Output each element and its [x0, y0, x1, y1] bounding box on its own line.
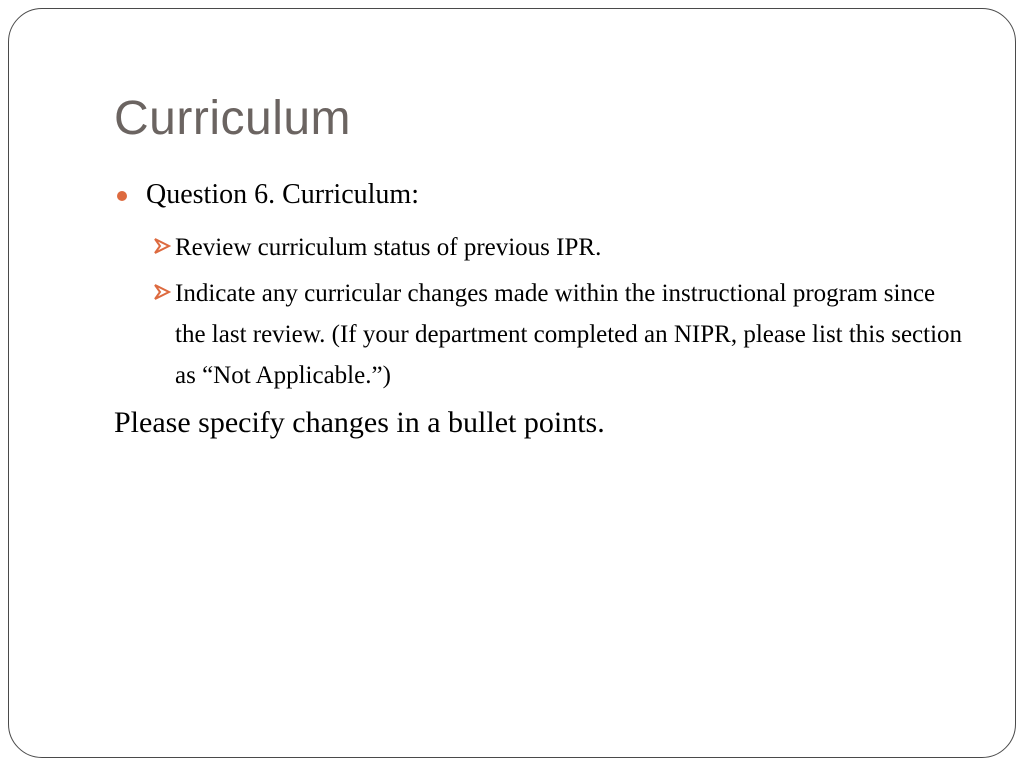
sub-bullet-changes: Indicate any curricular changes made within the instructional program since the last review. (If your department completed an NIPR, please list this section as “Not Applicable.”) — [175, 280, 963, 389]
slide-frame — [8, 8, 1016, 758]
instruction-note: Please specify changes in a bullet points. — [114, 406, 605, 439]
arrow-bullet-icon — [153, 283, 171, 301]
arrow-bullet-icon — [153, 237, 171, 255]
dot-bullet-icon — [117, 191, 127, 201]
slide-title: Curriculum — [114, 92, 352, 145]
sub-bullet-review: Review curriculum status of previous IPR. — [175, 234, 602, 261]
bullet-question-6: Question 6. Curriculum: — [146, 179, 419, 210]
